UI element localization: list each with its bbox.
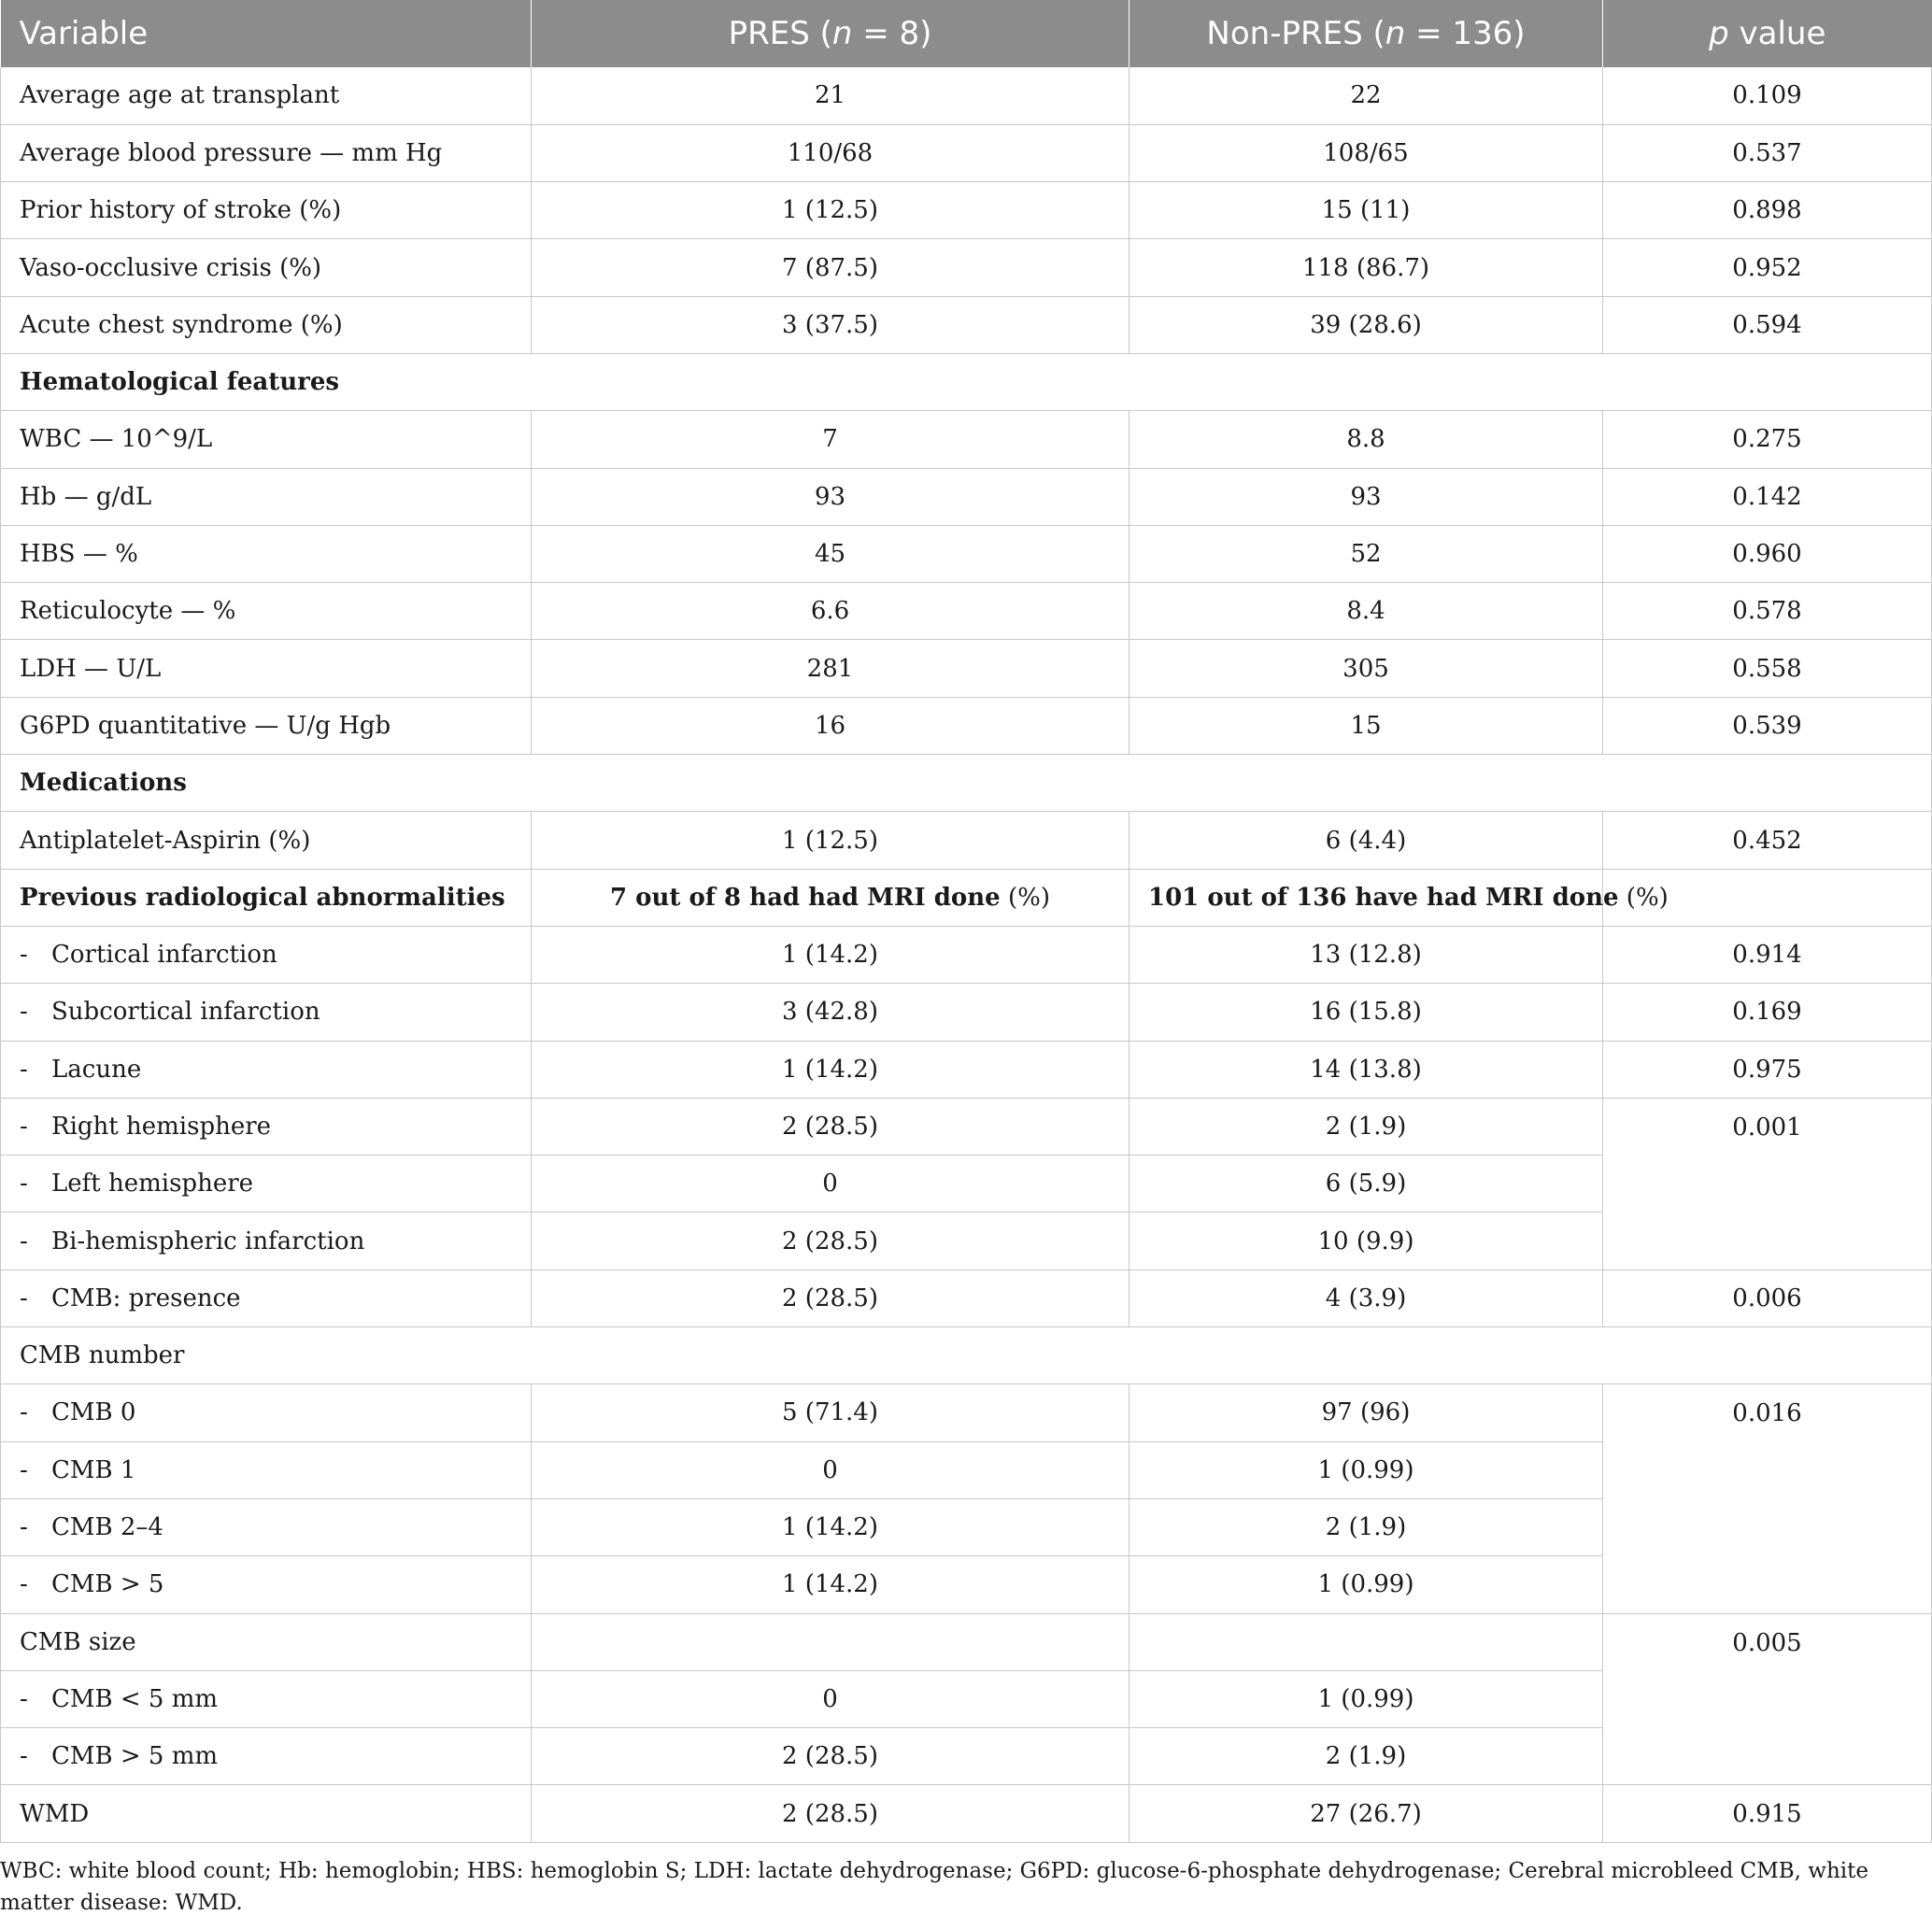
- p-value: 0.558: [1603, 640, 1932, 697]
- pres-value: 2 (28.5): [532, 1728, 1129, 1785]
- table-row: [1, 1384, 1932, 1441]
- p-value: 0.578: [1603, 583, 1932, 640]
- nonpres-value: 1 (0.99): [1129, 1441, 1603, 1498]
- pres-value: 93: [532, 468, 1129, 525]
- pres-value: 281: [532, 640, 1129, 697]
- pres-value: 45: [532, 525, 1129, 582]
- table-row: [1, 239, 1932, 296]
- nonpres-value: 2 (1.9): [1129, 1498, 1603, 1555]
- row-label: - Subcortical infarction: [1, 984, 532, 1041]
- nonpres-value: 108/65: [1129, 124, 1603, 181]
- nonpres-value: 52: [1129, 525, 1603, 582]
- row-label: WMD: [1, 1785, 532, 1842]
- row-label: Average blood pressure — mm Hg: [1, 124, 532, 181]
- pres-value: 21: [532, 67, 1129, 124]
- p-value: 0.915: [1603, 1785, 1932, 1842]
- pres-value: 0: [532, 1670, 1129, 1727]
- nonpres-value: 97 (96): [1129, 1384, 1603, 1441]
- nonpres-value: 2 (1.9): [1129, 1728, 1603, 1785]
- section-row: [1, 755, 1932, 812]
- row-label: - CMB > 5 mm: [1, 1728, 532, 1785]
- p-value: 0.960: [1603, 525, 1932, 582]
- row-label: Prior history of stroke (%): [1, 182, 532, 239]
- table-row: [1, 67, 1932, 124]
- nonpres-value: 1 (0.99): [1129, 1670, 1603, 1727]
- row-label: Hb — g/dL: [1, 468, 532, 525]
- nonpres-value: 6 (4.4): [1129, 812, 1603, 869]
- p-value: 0.914: [1603, 926, 1932, 983]
- nonpres-mri-count: 101 out of 136 have had MRI done (%): [1129, 869, 1603, 926]
- pres-value: 7: [532, 411, 1129, 468]
- nonpres-value: 15 (11): [1129, 182, 1603, 239]
- nonpres-value: 22: [1129, 67, 1603, 124]
- pres-value: 2 (28.5): [532, 1213, 1129, 1269]
- p-value: 0.537: [1603, 124, 1932, 181]
- row-label: - Cortical infarction: [1, 926, 532, 983]
- table-row: [1, 182, 1932, 239]
- nonpres-value: 4 (3.9): [1129, 1269, 1603, 1326]
- table-row: [1, 926, 1932, 983]
- row-label: - CMB: presence: [1, 1269, 532, 1326]
- pres-value: 0: [532, 1441, 1129, 1498]
- nonpres-value: 8.8: [1129, 411, 1603, 468]
- table-row: [1, 124, 1932, 181]
- nonpres-value: 305: [1129, 640, 1603, 697]
- nonpres-value: 39 (28.6): [1129, 296, 1603, 353]
- pres-value: [532, 1613, 1129, 1670]
- nonpres-value: 1 (0.99): [1129, 1556, 1603, 1613]
- row-label: Antiplatelet-Aspirin (%): [1, 812, 532, 869]
- table-row: [1, 984, 1932, 1041]
- p-value: 0.001: [1603, 1098, 1932, 1269]
- pres-value: 1 (12.5): [532, 812, 1129, 869]
- pres-value: 7 (87.5): [532, 239, 1129, 296]
- table-row: [1, 640, 1932, 697]
- pres-value: 1 (14.2): [532, 1041, 1129, 1098]
- table-row: [1, 1785, 1932, 1842]
- nonpres-value: 14 (13.8): [1129, 1041, 1603, 1098]
- row-label: Acute chest syndrome (%): [1, 296, 532, 353]
- nonpres-value: 27 (26.7): [1129, 1785, 1603, 1842]
- pres-value: 5 (71.4): [532, 1384, 1129, 1441]
- row-label: - CMB 1: [1, 1441, 532, 1498]
- header-variable: Variable: [1, 0, 532, 67]
- nonpres-value: 93: [1129, 468, 1603, 525]
- pres-value: 3 (42.8): [532, 984, 1129, 1041]
- nonpres-value: 13 (12.8): [1129, 926, 1603, 983]
- nonpres-value: 118 (86.7): [1129, 239, 1603, 296]
- p-value: 0.275: [1603, 411, 1932, 468]
- row-label: CMB size: [1, 1613, 532, 1670]
- row-label: LDH — U/L: [1, 640, 532, 697]
- row-label: HBS — %: [1, 525, 532, 582]
- pres-value: 16: [532, 697, 1129, 754]
- table-row: [1, 1041, 1932, 1098]
- nonpres-value: 15: [1129, 697, 1603, 754]
- nonpres-value: 6 (5.9): [1129, 1156, 1603, 1213]
- p-value: 0.594: [1603, 296, 1932, 353]
- pres-value: 0: [532, 1156, 1129, 1213]
- header-nonpres: Non-PRES (n = 136): [1129, 0, 1603, 67]
- table-row: [1, 697, 1932, 754]
- section-title-cmb-number: CMB number: [1, 1327, 1932, 1384]
- row-label: Reticulocyte — %: [1, 583, 532, 640]
- header-p-value: p value: [1603, 0, 1932, 67]
- header-row: [1, 0, 1932, 67]
- pres-value: 110/68: [532, 124, 1129, 181]
- row-label: - Right hemisphere: [1, 1098, 532, 1155]
- row-label: - CMB < 5 mm: [1, 1670, 532, 1727]
- pres-value: 1 (14.2): [532, 1556, 1129, 1613]
- p-value: 0.452: [1603, 812, 1932, 869]
- table-row: [1, 468, 1932, 525]
- section-row: [1, 1327, 1932, 1384]
- row-label: - CMB > 5: [1, 1556, 532, 1613]
- p-value: 0.016: [1603, 1384, 1932, 1613]
- row-label: - CMB 0: [1, 1384, 532, 1441]
- table-row: [1, 411, 1932, 468]
- pres-mri-count: 7 out of 8 had had MRI done (%): [532, 869, 1129, 926]
- p-value: 0.142: [1603, 468, 1932, 525]
- row-label: Average age at transplant: [1, 67, 532, 124]
- table-row: [1, 583, 1932, 640]
- section-title-medications: Medications: [1, 755, 1932, 812]
- nonpres-value: 8.4: [1129, 583, 1603, 640]
- p-value: 0.898: [1603, 182, 1932, 239]
- header-pres: PRES (n = 8): [532, 0, 1129, 67]
- pres-value: 2 (28.5): [532, 1269, 1129, 1326]
- row-label: - Bi-hemispheric infarction: [1, 1213, 532, 1269]
- table-row: [1, 296, 1932, 353]
- nonpres-value: 16 (15.8): [1129, 984, 1603, 1041]
- table-row: [1, 1098, 1932, 1155]
- row-label: G6PD quantitative — U/g Hgb: [1, 697, 532, 754]
- pres-value: 2 (28.5): [532, 1785, 1129, 1842]
- pres-value: 1 (14.2): [532, 1498, 1129, 1555]
- table-row: [1, 1613, 1932, 1670]
- row-label: - Lacune: [1, 1041, 532, 1098]
- nonpres-value: [1129, 1613, 1603, 1670]
- pres-value: 6.6: [532, 583, 1129, 640]
- pres-value: 3 (37.5): [532, 296, 1129, 353]
- table-row: [1, 1269, 1932, 1326]
- row-label: WBC — 10^9/L: [1, 411, 532, 468]
- p-value: 0.975: [1603, 1041, 1932, 1098]
- p-value: 0.005: [1603, 1613, 1932, 1785]
- table-footnote: WBC: white blood count; Hb: hemoglobin; HBS: hemoglobin S; LDH: lactate dehydrogenase; G6PD: glucose-6-phosphate dehydrogenase; Cerebral microbleed CMB, white matter disease: WMD.: [0, 1859, 1869, 1915]
- p-value: 0.109: [1603, 67, 1932, 124]
- row-label: - Left hemisphere: [1, 1156, 532, 1213]
- pres-value: 1 (12.5): [532, 182, 1129, 239]
- p-value: 0.006: [1603, 1269, 1932, 1326]
- nonpres-value: 10 (9.9): [1129, 1213, 1603, 1269]
- row-label: Vaso-occlusive crisis (%): [1, 239, 532, 296]
- pres-value: 1 (14.2): [532, 926, 1129, 983]
- section-row: [1, 869, 1932, 926]
- table-row: [1, 525, 1932, 582]
- section-title-hematological: Hematological features: [1, 353, 1932, 410]
- section-title-radiological: Previous radiological abnormalities: [1, 869, 532, 926]
- p-value: 0.952: [1603, 239, 1932, 296]
- row-label: - CMB 2–4: [1, 1498, 532, 1555]
- pres-value: 2 (28.5): [532, 1098, 1129, 1155]
- nonpres-value: 2 (1.9): [1129, 1098, 1603, 1155]
- p-value: 0.539: [1603, 697, 1932, 754]
- table-row: [1, 812, 1932, 869]
- p-value: 0.169: [1603, 984, 1932, 1041]
- section-row: [1, 353, 1932, 410]
